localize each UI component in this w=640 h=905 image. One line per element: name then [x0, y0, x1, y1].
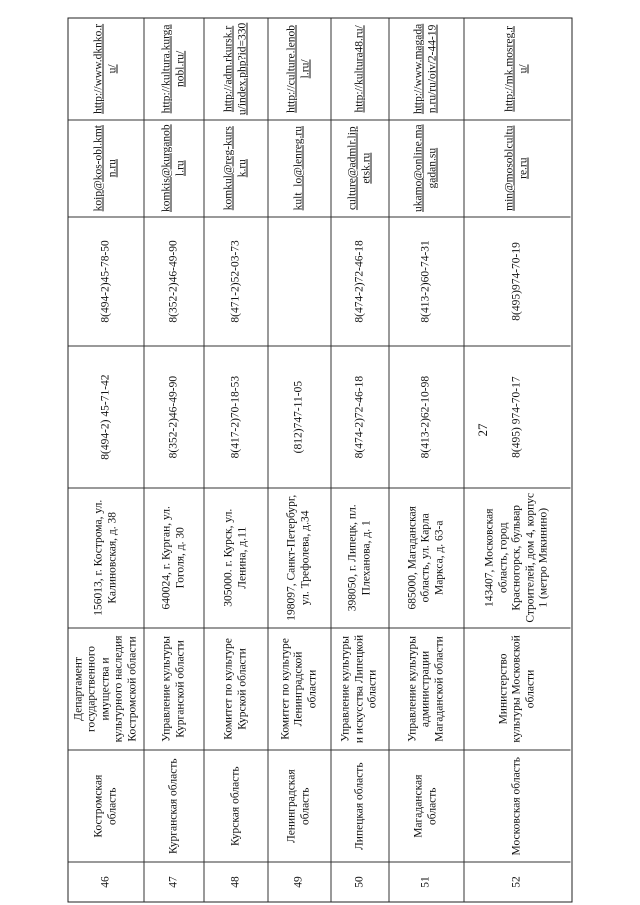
organization-cell: Комитет по культуре Курской области — [205, 627, 268, 750]
row-number: 51 — [390, 862, 464, 902]
email-link[interactable]: komkis@kurganobl.ru — [160, 124, 186, 213]
email-cell[interactable] — [205, 119, 268, 216]
website-link[interactable]: http://culture.lenobl.ru/ — [285, 24, 312, 113]
fax-cell: 8(413-2)60-74-31 — [390, 216, 464, 346]
table-row — [205, 19, 269, 902]
address-cell: 640024, г. Курган, ул. Гоголя, д. 30 — [145, 487, 204, 627]
address-cell: 685000, Магаданская область, ул. Карла Маркса, д. 63-а — [390, 487, 464, 627]
address-cell: 305000. г. Курск, ул. Ленина, д.11 — [205, 487, 268, 627]
phone-cell: 8(494-2) 45-71-42 — [69, 346, 144, 488]
website-link[interactable]: http://www.magadan.ru/ru/oiv/2-44-19 — [412, 23, 439, 115]
page-number: 27 — [475, 423, 490, 437]
region-cell: Магаданская область — [390, 750, 464, 862]
website-cell[interactable] — [269, 19, 331, 120]
organization-cell: Министерство культуры Московской области — [465, 627, 571, 750]
fax-cell — [269, 216, 331, 346]
website-link[interactable]: http://mk.mosreg.ru/ — [503, 26, 530, 112]
row-number: 52 — [465, 862, 571, 902]
website-link[interactable]: http://adm.rkursk.ru/index.php?id=330 — [222, 22, 248, 116]
organization-cell: Управление культуры Курганской области — [145, 627, 204, 750]
table-row — [269, 19, 332, 902]
table-row — [332, 19, 390, 902]
phone-cell: 8(352-2)46-49-90 — [145, 346, 204, 488]
fax-cell: 8(352-2)46-49-90 — [145, 216, 204, 346]
address-cell: 198097, Санкт-Петербург, ул. Трефолева, д.34 — [269, 487, 331, 627]
region-cell: Ленинградская область — [269, 750, 331, 862]
row-number: 46 — [69, 862, 144, 902]
email-link[interactable]: culture@admlr.lipetsk.ru — [346, 126, 372, 211]
table-row — [69, 19, 145, 902]
organization-cell: Управление культуры и искусства Липецкой области — [332, 627, 389, 750]
email-link[interactable]: kult_lo@lenreg.ru — [292, 125, 305, 211]
website-cell[interactable] — [390, 19, 464, 120]
organization-cell: Департамент государственного имущества и культурного наследия Костромской области — [69, 627, 144, 750]
region-cell: Курская область — [205, 750, 268, 862]
organization-cell: Комитет по культуре Ленинградской области — [269, 627, 331, 750]
table-row — [145, 19, 205, 902]
fax-cell: 8(474-2)72-46-18 — [332, 216, 389, 346]
fax-cell: 8(495)974-70-19 — [465, 216, 571, 346]
website-cell[interactable] — [465, 19, 571, 120]
phone-cell: (812)747-11-05 — [269, 346, 331, 488]
website-cell[interactable] — [69, 19, 144, 120]
phone-cell: 8(495) 974-70-17 — [465, 346, 571, 488]
region-cell: Липецкая область — [332, 750, 389, 862]
region-cell: Курганская область — [145, 750, 204, 862]
table-row — [465, 19, 571, 902]
website-link[interactable]: http://kultura48.ru/ — [353, 25, 366, 113]
email-link[interactable]: koip@kos-obl.kmtn.ru — [92, 125, 118, 212]
email-cell[interactable] — [332, 119, 389, 216]
email-cell[interactable] — [390, 119, 464, 216]
contacts-table — [68, 18, 573, 903]
website-link[interactable]: http://www.dknko.ru/ — [92, 23, 118, 114]
website-cell[interactable] — [205, 19, 268, 120]
row-number: 50 — [332, 862, 389, 902]
website-cell[interactable] — [145, 19, 204, 120]
phone-cell: 8(474-2)72-46-18 — [332, 346, 389, 488]
row-number: 49 — [269, 862, 331, 902]
region-cell: Московская область — [465, 750, 571, 862]
website-link[interactable]: http://kultura.kurganobl.ru/ — [160, 24, 186, 114]
fax-cell: 8(494-2)45-78-50 — [69, 216, 144, 346]
phone-cell: 8(413-2)62-10-98 — [390, 346, 464, 488]
address-cell: 398050, г. Липецк, пл. Плеханова, д. 1 — [332, 487, 389, 627]
website-cell[interactable] — [332, 19, 389, 120]
email-cell[interactable] — [269, 119, 331, 216]
address-cell: 156013, г. Кострома, ул. Калиновская, д. 38 — [69, 487, 144, 627]
email-link[interactable]: komkul@reg-kursk.ru — [222, 126, 248, 211]
row-number: 47 — [145, 862, 204, 902]
table-row — [390, 19, 465, 902]
fax-cell: 8(471-2)52-03-73 — [205, 216, 268, 346]
address-cell: 143407, Московская область, город Красногорск, бульвар Строителей, дом 4, корпус 1 (метро Мякинино) — [465, 487, 571, 627]
email-cell[interactable] — [145, 119, 204, 216]
email-cell[interactable] — [465, 119, 571, 216]
organization-cell: Управление культуры администрации Магаданской области — [390, 627, 464, 750]
row-number: 48 — [205, 862, 268, 902]
phone-cell: 8(417-2)70-18-53 — [205, 346, 268, 488]
region-cell: Костромская область — [69, 750, 144, 862]
email-cell[interactable] — [69, 119, 144, 216]
email-link[interactable]: ukamo@online.magadan.su — [412, 124, 439, 212]
email-link[interactable]: min@mosoblculture.ru — [503, 125, 530, 211]
